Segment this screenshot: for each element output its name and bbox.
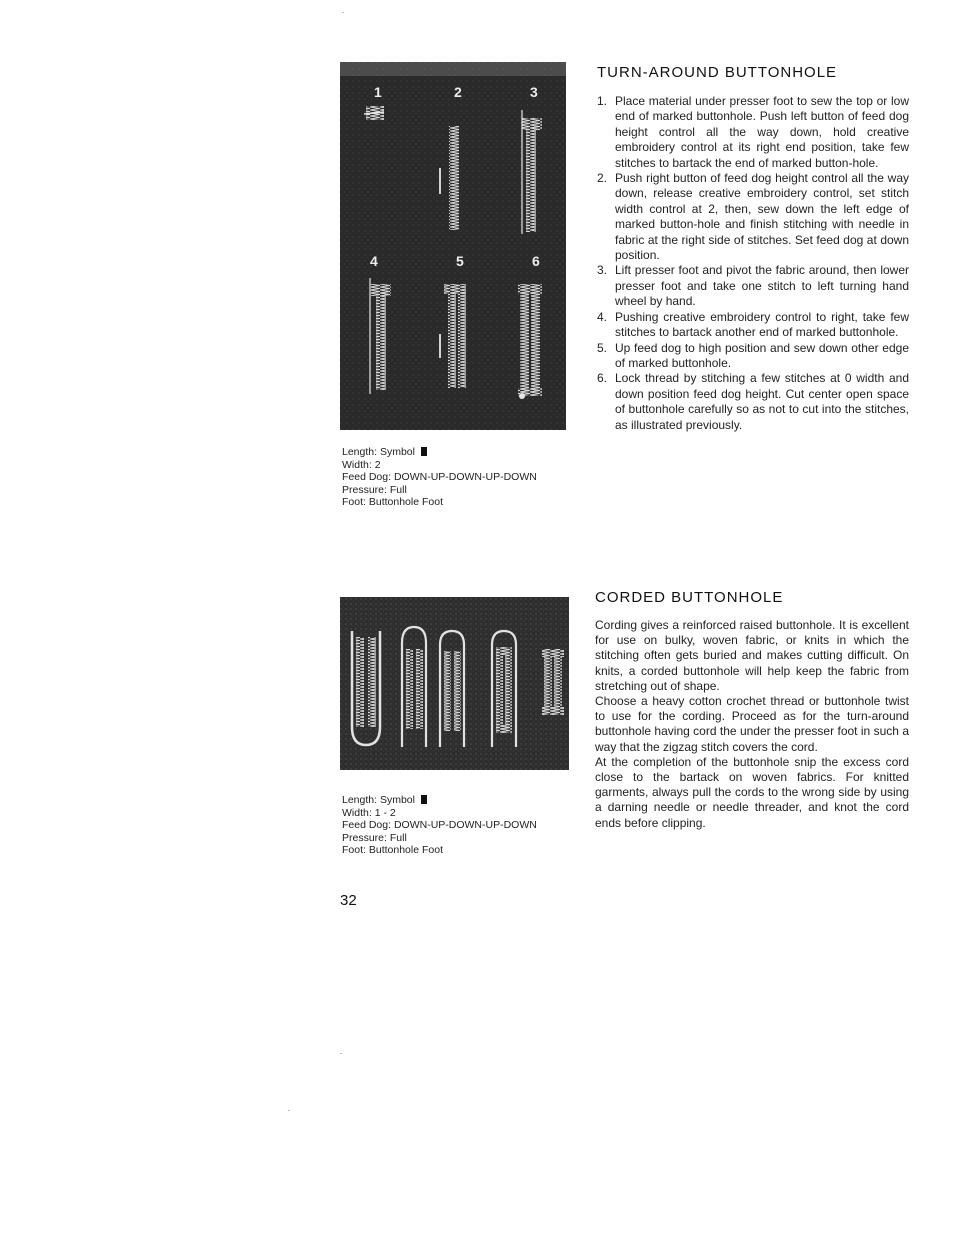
spec-label: Foot:	[342, 844, 366, 856]
spec-label: Feed Dog:	[342, 471, 392, 483]
step-number: 1.	[597, 94, 608, 108]
scan-speck	[288, 1110, 290, 1111]
spec-value: DOWN-UP-DOWN-UP-DOWN	[393, 471, 537, 483]
spec-value: DOWN-UP-DOWN-UP-DOWN	[393, 819, 537, 831]
turn-around-specs	[342, 446, 537, 509]
corded-photo	[340, 597, 569, 770]
spec-length	[342, 446, 537, 459]
step-number: 4.	[597, 309, 608, 324]
spec-value: 2	[374, 458, 381, 471]
photo-label-3: 3	[530, 84, 538, 100]
step-text: Push right button of feed dog height control all the way down, release creative embroidery control, set stitch width control at 2, then, sew down the left edge of marked button-hole and finish stitching with needle in fabric at the right side of stitches. Set feed dog at down position.	[615, 171, 909, 263]
step-number: 6.	[597, 371, 608, 386]
corded-body	[595, 618, 909, 831]
spec-value: Buttonhole Foot	[368, 496, 443, 508]
spec-label: Foot:	[342, 496, 366, 508]
corded-stitch-illustration	[340, 597, 569, 770]
spec-label: Width:	[342, 806, 372, 819]
step-item	[597, 341, 909, 372]
spec-width	[342, 807, 537, 820]
step-text: Place material under presser foot to sew the top or low end of marked buttonhole. Push left button of feed dog height control all the way down, hold creative embroidery control at its right end position, take few stitches to bartack the end of marked button-hole.	[615, 94, 909, 170]
step-text: Up feed dog to high position and sew down other edge of marked buttonhole.	[615, 340, 909, 370]
scan-speck	[342, 12, 344, 13]
step-item	[597, 371, 909, 433]
spec-value: Symbol	[379, 794, 415, 806]
spec-label: Length:	[342, 794, 378, 806]
turn-around-heading: TURN-AROUND BUTTONHOLE	[597, 64, 838, 81]
spec-label: Width:	[342, 458, 372, 471]
step-item	[597, 263, 909, 309]
spec-foot	[342, 496, 537, 509]
photo-label-5: 5	[456, 253, 464, 269]
spec-width	[342, 459, 537, 472]
buttonhole-symbol-icon	[421, 447, 427, 456]
turn-around-photo	[340, 62, 566, 430]
step-number: 3.	[597, 263, 608, 278]
step-number: 5.	[597, 340, 608, 355]
spec-label: Pressure:	[342, 831, 387, 844]
buttonhole-symbol-icon	[421, 795, 427, 804]
spec-value: Symbol	[379, 446, 415, 458]
spec-feed-dog	[342, 471, 537, 484]
step-item	[597, 310, 909, 341]
photo-label-6: 6	[532, 253, 540, 269]
spec-value: Full	[389, 831, 407, 844]
step-text: Lift presser foot and pivot the fabric around, then lower presser foot and take one stitch to left turning hand wheel by hand.	[615, 263, 909, 309]
spec-feed-dog	[342, 819, 537, 832]
spec-pressure	[342, 484, 537, 497]
step-item	[597, 94, 909, 171]
step-text: Lock thread by stitching a few stitches at 0 width and down position feed dog height. Cut center open space of buttonhole carefully so as not to cut into the stitches, as illustrated previously.	[615, 371, 909, 432]
turn-around-steps	[597, 94, 909, 433]
spec-label: Length:	[342, 446, 378, 458]
corded-specs	[342, 794, 537, 857]
spec-length	[342, 794, 537, 807]
paragraph: Cording gives a reinforced raised buttonhole. It is excellent for use on bulky, woven fabric, or knits in which the stitching often gets buried and makes cutting difficult. On knits, a corded buttonhole will help keep the fabric from stretching out of shape.	[595, 618, 909, 693]
turn-around-stitch-illustration	[340, 62, 566, 430]
spec-label: Feed Dog:	[342, 819, 392, 831]
photo-label-2: 2	[454, 84, 462, 100]
step-number: 2.	[597, 171, 608, 186]
spec-value: Buttonhole Foot	[368, 844, 443, 856]
photo-label-1: 1	[374, 84, 382, 100]
spec-label: Pressure:	[342, 483, 387, 496]
page-number: 32	[340, 892, 357, 909]
spec-value: 1 - 2	[374, 806, 396, 819]
scan-speck	[340, 1053, 342, 1054]
spec-foot	[342, 844, 537, 857]
paragraph: At the completion of the buttonhole snip the excess cord close to the bartack on woven fabrics. For knitted garments, always pull the cords to the wrong side by using a darning needle or needle threader, and knot the cord ends before clipping.	[595, 754, 909, 830]
paragraph: Choose a heavy cotton crochet thread or buttonhole twist to use for the cording. Proceed as for the turn-around buttonhole having cord the under the presser foot in such a way that the zigzag stitch covers the cord.	[595, 694, 909, 754]
spec-value: Full	[389, 483, 407, 496]
step-text: Pushing creative embroidery control to right, take few stitches to bartack another end of marked buttonhole.	[615, 309, 909, 340]
spec-pressure	[342, 832, 537, 845]
photo-label-4: 4	[370, 253, 378, 269]
corded-heading: CORDED BUTTONHOLE	[595, 589, 784, 606]
step-item	[597, 171, 909, 263]
